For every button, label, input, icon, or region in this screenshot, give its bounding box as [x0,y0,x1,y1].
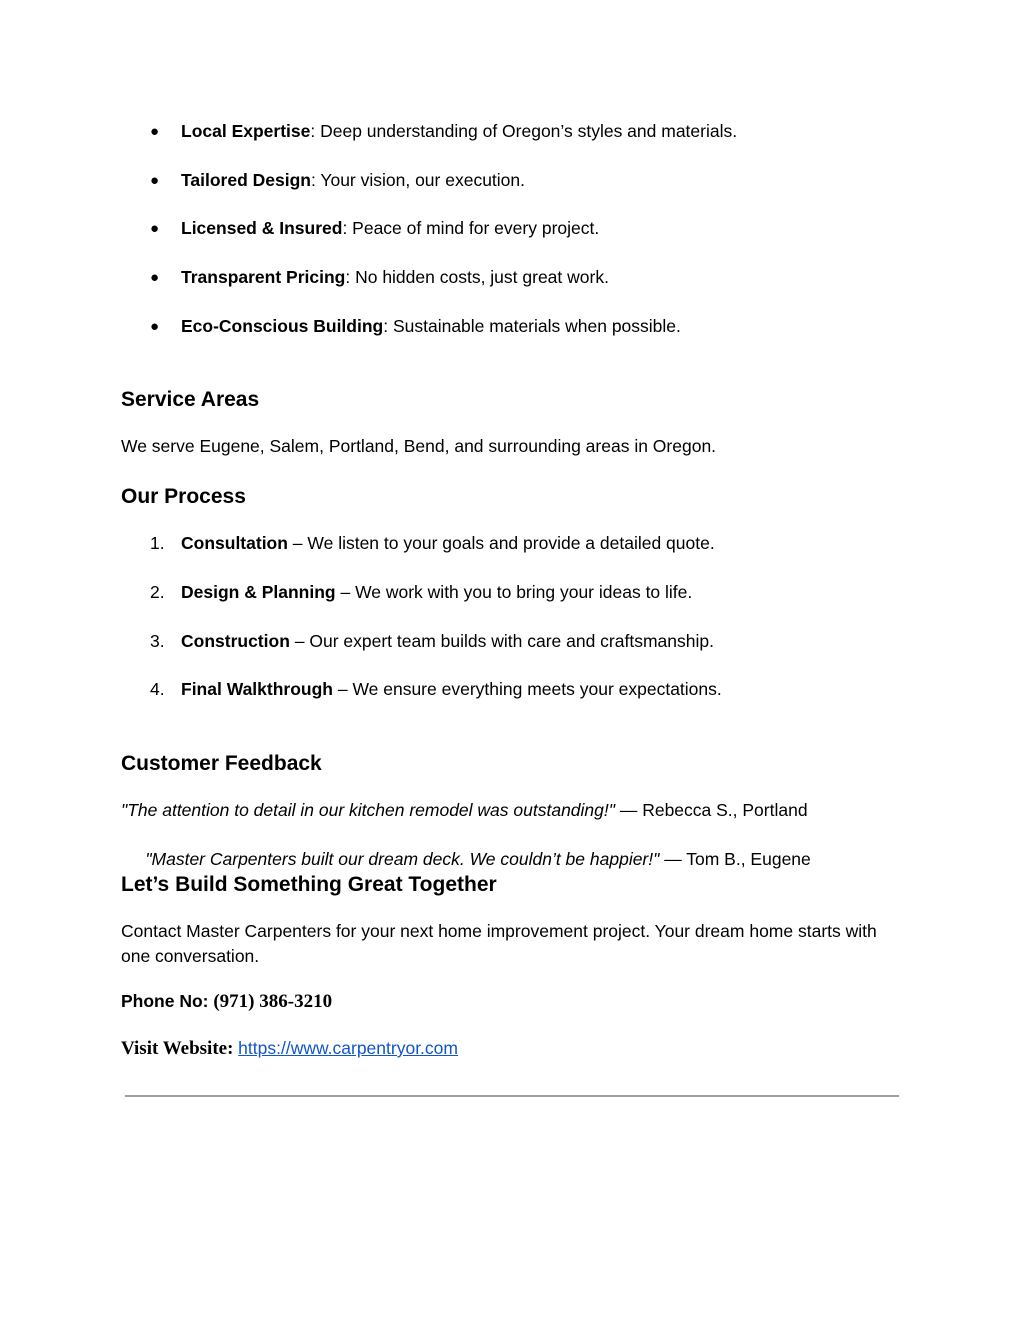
service-areas-heading: Service Areas [121,388,260,411]
feature-title: Local Expertise [181,121,311,141]
step-title: Construction [181,631,290,651]
feature-description: : Your vision, our execution. [310,170,526,190]
cta-heading: Let’s Build Something Great Together [121,873,497,896]
horizontal-divider [125,1095,899,1097]
step-number: 1. [150,533,165,553]
feedback-heading: Customer Feedback [121,752,322,775]
feature-description: : Sustainable materials when possible. [383,316,681,336]
website-link[interactable]: https://www.carpentryor.com [238,1038,458,1058]
testimonial-author: — Rebecca S., Portland [614,800,808,820]
step-description: – We listen to your goals and provide a detailed quote. [287,533,715,553]
phone-label: Phone No: [121,991,214,1011]
cta-text: Contact Master Carpenters for your next home improvement project. Your dream home starts with one conversation. [121,921,877,966]
phone-line [121,989,332,1014]
feature-title: Tailored Design [181,170,311,190]
bullet-marker: ● [150,172,160,189]
step-number: 3. [150,631,165,651]
feature-description: : No hidden costs, just great work. [345,267,609,287]
testimonial-author: — Tom B., Eugene [659,849,811,869]
bullet-marker: ● [150,123,160,140]
testimonial-quote: "Master Carpenters built our dream deck. We couldn’t be happier!" [140,849,660,869]
bullet-marker: ● [150,269,160,286]
website-line [121,1036,458,1061]
feature-title: Licensed & Insured [181,218,343,238]
step-title: Consultation [181,533,288,553]
service-areas-text: We serve Eugene, Salem, Portland, Bend, and surrounding areas in Oregon. [121,436,717,456]
step-number: 4. [150,679,165,699]
process-heading: Our Process [121,485,246,508]
step-description: – We work with you to bring your ideas to life. [335,582,693,602]
step-description: – We ensure everything meets your expectations. [332,679,722,699]
feature-title: Transparent Pricing [181,267,346,287]
testimonial-quote: "The attention to detail in our kitchen remodel was outstanding!" [121,800,615,820]
website-label: Visit Website: [121,1038,239,1059]
feature-title: Eco-Conscious Building [181,316,384,336]
testimonial [121,798,808,822]
step-number: 2. [150,582,165,602]
bullet-marker: ● [150,318,160,335]
feature-description: : Deep understanding of Oregon’s styles and materials. [310,121,738,141]
step-title: Final Walkthrough [181,679,333,699]
bullet-marker: ● [150,220,160,237]
step-title: Design & Planning [181,582,336,602]
feature-description: : Peace of mind for every project. [342,218,600,238]
step-description: – Our expert team builds with care and craftsmanship. [289,631,714,651]
phone-number: (971) 386-3210 [213,991,333,1012]
